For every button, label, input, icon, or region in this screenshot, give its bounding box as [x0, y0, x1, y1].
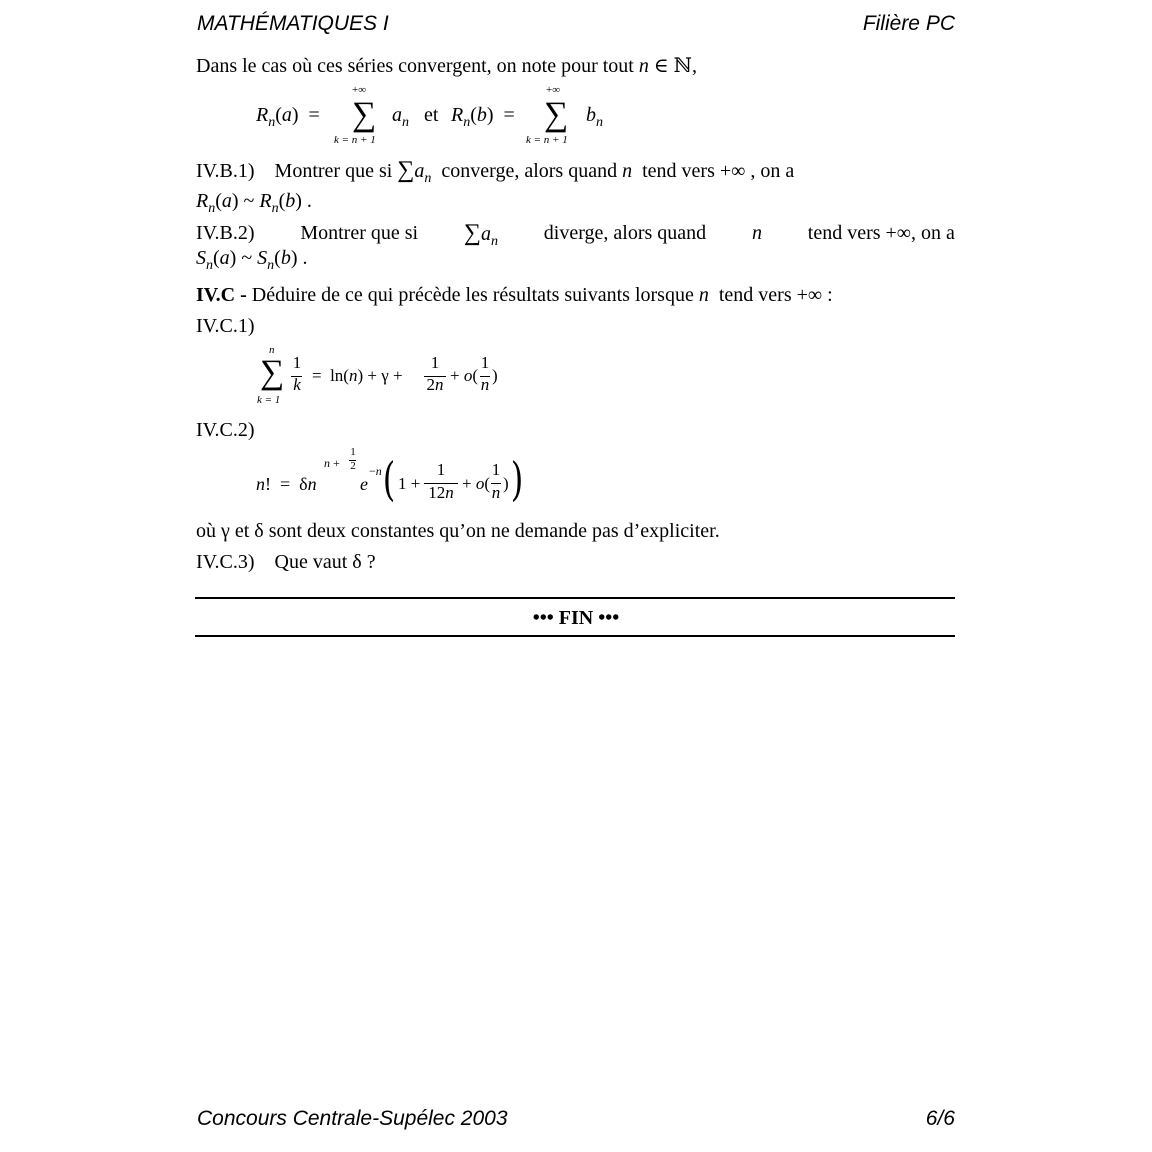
IVB1-equivalence: $R_n(a)$ ~ $R_n(b)$ . [196, 190, 312, 216]
question-IVB1: IV.B.1) Montrer que si $\sum a_n$ converge, alors quand n tend vers +∞ , on a [196, 157, 795, 186]
eq-et: et [424, 104, 439, 126]
IVB1-label: IV.B.1) [196, 160, 255, 182]
header-subject: MATHÉMATIQUES I [197, 12, 389, 35]
sum2-lower: k = n + 1 [526, 134, 568, 146]
IVC3-label: IV.C.3) [196, 551, 255, 573]
header-track: Filière PC [862, 12, 955, 35]
question-IVB2: IV.B.2) Montrer que si $\sum a_n$ diverge, alors quand n tend vers +∞, on a [196, 220, 955, 249]
question-IVC3: IV.C.3) Que vaut δ ? [196, 551, 376, 573]
sum2-upper: +∞ [546, 84, 561, 96]
section-IVC: IV.C - Déduire de ce qui précède les résultats suivants lorsque n tend vers +∞ : [196, 284, 833, 306]
intro-line: Dans le cas où ces séries convergent, on note pour tout n ∈ ℕ, [196, 55, 697, 77]
end-marker: ••• FIN ••• [532, 607, 620, 629]
intro-text: Dans le cas où ces séries convergent, on note pour tout [196, 55, 634, 77]
rule-top [195, 597, 955, 599]
rule-bottom [195, 635, 955, 637]
IVC2-label: IV.C.2) [196, 419, 255, 441]
IVB2-label: IV.B.2) [196, 222, 255, 244]
footer-exam: Concours Centrale-Supélec 2003 [197, 1107, 508, 1130]
IVC-label: IV.C - [196, 284, 247, 306]
stirling-equation: n! = δn n + 1 2 e −n ( 1 + 1 12n + o( 1 n ) ) [256, 446, 524, 506]
IVC1-label: IV.C.1) [196, 315, 255, 337]
IVB2-equivalence: $S_n(a)$ ~ $S_n(b)$ . [196, 247, 308, 273]
intro-suffix: , [691, 55, 697, 77]
sum1-lower: k = n + 1 [334, 134, 376, 146]
footer-page-number: 6/6 [925, 1107, 955, 1130]
sum1-upper: +∞ [352, 84, 367, 96]
harmonic-equation: n ∑ k = 1 1 k = ln(n) + γ + 1 2n + o( 1 n ) [257, 344, 498, 406]
constants-note: où γ et δ sont deux constantes qu’on ne demande pas d’expliciter. [196, 520, 720, 542]
remainder-equation: $R_n(a)$ = +∞ ∑ k = n + 1 $a_n$ et $R_n(b)$ = +∞ ∑ k = n + 1 $b_n$ [256, 84, 603, 146]
